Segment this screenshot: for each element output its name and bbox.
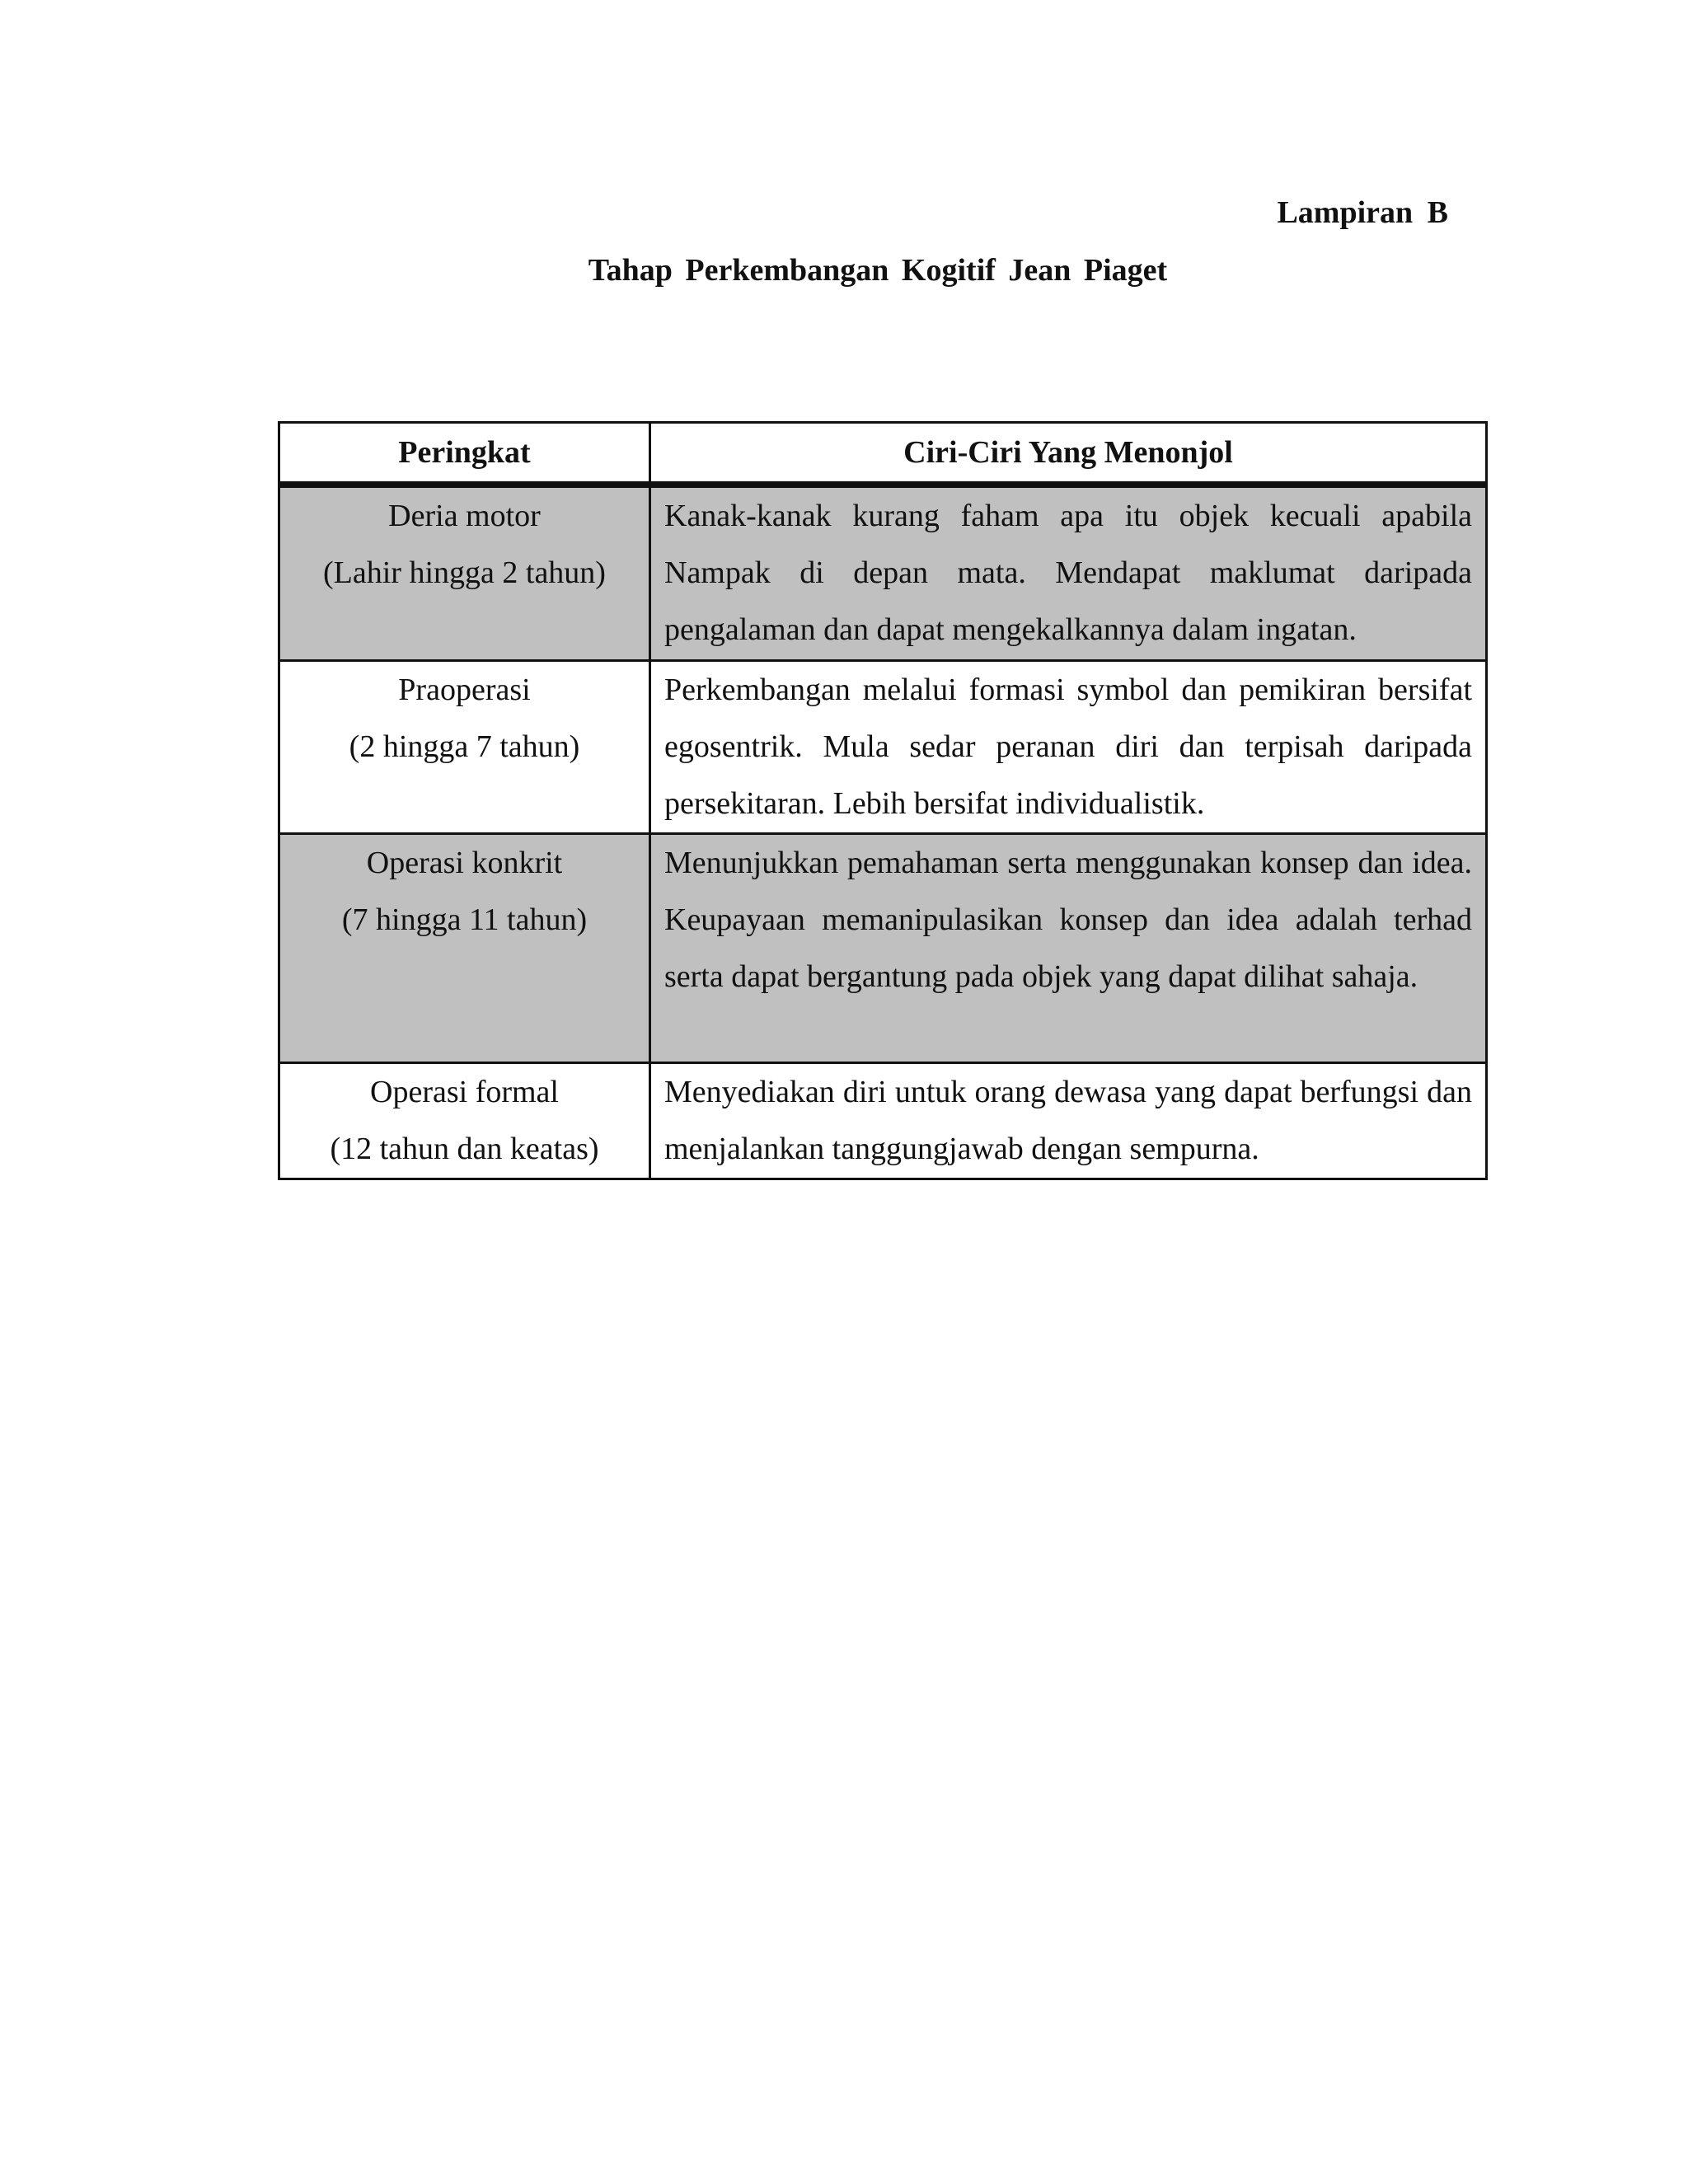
table-row [279,660,1487,833]
column-header-characteristics: Ciri-Ciri Yang Menonjol [650,423,1487,485]
cognitive-stages-table [278,421,1488,1180]
stage-name: Operasi formal [370,1074,559,1109]
stage-description: Menunjukkan pemahaman serta menggunakan konsep dan idea. Keupayaan memanipulasikan konsep dan idea adalah terhad serta dapat bergantung pada objek yang dapat dilihat sahaja. [650,833,1487,1062]
stage-age-range: (Lahir hingga 2 tahun) [323,555,606,590]
stage-age-range: (12 tahun dan keatas) [330,1131,599,1166]
stage-age-range: (2 hingga 7 tahun) [349,729,580,764]
stage-cell [279,1062,650,1179]
stage-name: Praoperasi [398,672,531,707]
document-title: Tahap Perkembangan Kogitif Jean Piaget [588,253,1168,288]
stage-cell [279,485,650,660]
stage-description: Perkembangan melalui formasi symbol dan pemikiran bersifat egosentrik. Mula sedar peranan diri dan terpisah daripada persekitaran. Lebih bersifat individualistik. [650,660,1487,833]
table-row [279,833,1487,1062]
appendix-label: Lampiran B [1277,195,1448,230]
stage-cell [279,660,650,833]
stage-description: Kanak-kanak kurang faham apa itu objek kecuali apabila Nampak di depan mata. Mendapat maklumat daripada pengalaman dan dapat mengekalkannya dalam ingatan. [650,485,1487,660]
table-row [279,485,1487,660]
stage-name: Operasi konkrit [366,845,563,880]
stage-description: Menyediakan diri untuk orang dewasa yang dapat berfungsi dan menjalankan tanggungjawab dengan sempurna. [650,1062,1487,1179]
column-header-stage: Peringkat [279,423,650,485]
table-row [279,1062,1487,1179]
stage-age-range: (7 hingga 11 tahun) [341,902,588,937]
stage-name: Deria motor [388,499,541,533]
stage-cell [279,833,650,1062]
table-header-row [279,423,1487,485]
